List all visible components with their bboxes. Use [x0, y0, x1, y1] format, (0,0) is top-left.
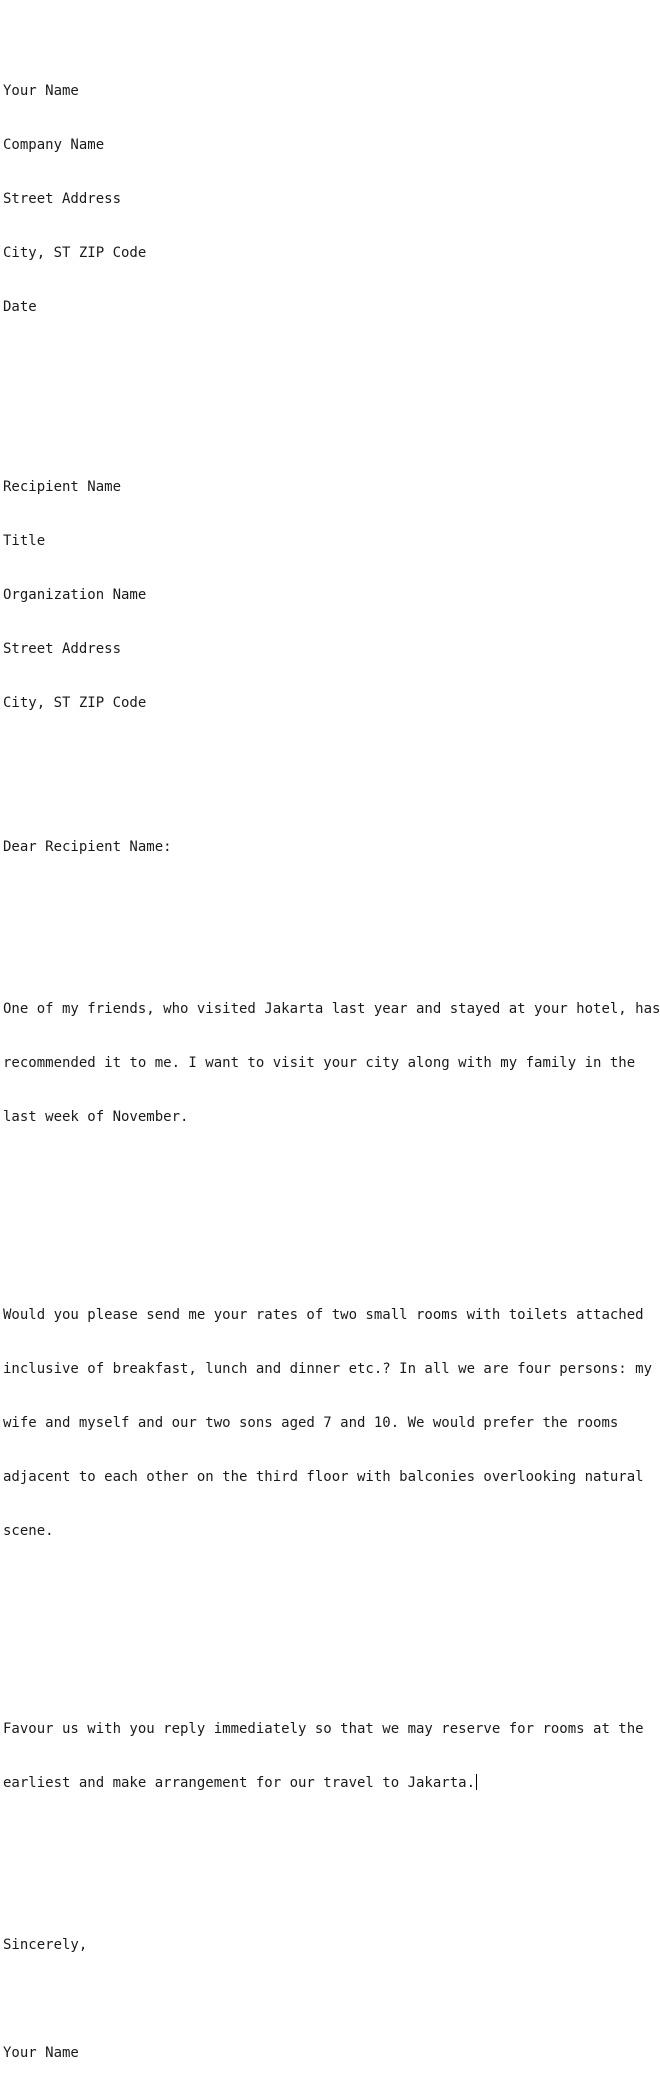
- closing: Sincerely,: [3, 1937, 88, 1953]
- paragraph-line: Favour us with you reply immediately so that we may reserve for rooms at the: [3, 1721, 644, 1737]
- signature: Your Name: [3, 2045, 79, 2061]
- spacer: [3, 388, 660, 406]
- paragraph-line: One of my friends, who visited Jakarta last year and stayed at your hotel, has: [3, 1001, 660, 1017]
- paragraph-line: adjacent to each other on the third floor with balconies overlooking natural: [3, 1469, 644, 1485]
- paragraph-line-with-caret: [3, 1774, 660, 1792]
- sender-name: Your Name: [3, 83, 79, 99]
- paragraph-line: Would you please send me your rates of two small rooms with toilets attached: [3, 1307, 644, 1323]
- recipient-name: Recipient Name: [3, 479, 122, 495]
- letter-body[interactable]: [3, 10, 660, 2080]
- spacer: [3, 1612, 660, 1630]
- spacer: [3, 1864, 660, 1882]
- paragraph-2: [3, 1270, 660, 1576]
- sender-block: [3, 46, 660, 352]
- recipient-organization: Organization Name: [3, 587, 147, 603]
- letter-date: Date: [3, 299, 37, 315]
- paragraph-line-text: earliest and make arrangement for our travel to Jakarta.: [3, 1775, 476, 1791]
- paragraph-line: inclusive of breakfast, lunch and dinner etc.? In all we are four persons: my: [3, 1361, 653, 1377]
- text-cursor: [476, 1774, 477, 1790]
- salutation: Dear Recipient Name:: [3, 839, 172, 855]
- paragraph-1: [3, 964, 660, 1162]
- spacer: [3, 892, 660, 910]
- sender-street: Street Address: [3, 191, 122, 207]
- recipient-city-line: City, ST ZIP Code: [3, 695, 147, 711]
- paragraph-line: last week of November.: [3, 1109, 189, 1125]
- sender-company: Company Name: [3, 137, 105, 153]
- paragraph-line: scene.: [3, 1523, 54, 1539]
- paragraph-line: recommended it to me. I want to visit your city along with my family in the: [3, 1055, 636, 1071]
- recipient-block: [3, 442, 660, 748]
- spacer: [3, 784, 660, 802]
- spacer: [3, 1990, 660, 2008]
- sender-city-line: City, ST ZIP Code: [3, 245, 147, 261]
- paragraph-line: wife and myself and our two sons aged 7 and 10. We would prefer the rooms: [3, 1415, 619, 1431]
- spacer: [3, 1198, 660, 1216]
- recipient-street: Street Address: [3, 641, 122, 657]
- recipient-title: Title: [3, 533, 46, 549]
- paragraph-3: [3, 1684, 660, 1828]
